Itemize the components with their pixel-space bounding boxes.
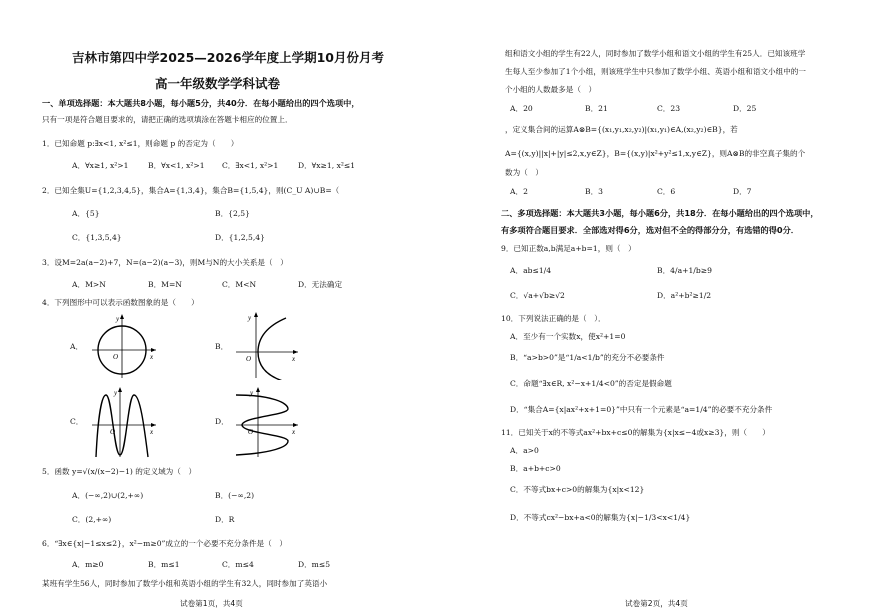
graph-b-y-label: y: [248, 314, 252, 322]
q10-option-b: B．“a>b>0”是“1/a<1/b”的充分不必要条件: [510, 353, 665, 362]
exam-page-2: [435, 0, 870, 615]
graph-c-y-label: y: [114, 389, 118, 397]
graph-a-circle: [88, 312, 160, 380]
q7-option-b: B．21: [585, 104, 608, 113]
q9-option-d: D．a²+b²≥1/2: [657, 291, 712, 300]
q4-label-c: C．: [70, 417, 84, 426]
question-7-cont-3: 个小组的人数最多是（ ）: [505, 85, 597, 94]
question-7-cont-2: 生每人至少参加了1个小组，则该班学生中只参加了数学小组、英语小组和语文小组中的一: [505, 67, 806, 76]
page-footer-1: 试卷第1页，共4页: [180, 599, 243, 608]
question-10: 10．下列说法正确的是（ ）．: [501, 314, 606, 323]
q7-option-d: D．25: [733, 104, 757, 113]
q10-option-a: A．至少有一个实数x，使x²+1=0: [510, 332, 626, 341]
q2-option-c: C．{1,3,5,4}: [72, 233, 122, 242]
q3-option-d: D．无法确定: [298, 280, 343, 289]
q9-option-b: B．4/a+1/b≥9: [657, 266, 712, 275]
page-footer-2: 试卷第2页，共4页: [625, 599, 688, 608]
question-3: 3．设M=2a(a−2)+7，N=(a−2)(a−3)，则M与N的大小关系是（ ）: [42, 258, 288, 267]
question-1: 1．已知命题 p:∃x<1, x²≤1，则命题 p 的否定为（ ）: [42, 139, 239, 148]
graph-d-x-label: x: [292, 428, 296, 436]
q8-option-d: D．7: [733, 187, 752, 196]
q11-option-c: C．不等式bx+c>0的解集为{x|x<12}: [510, 485, 645, 494]
q11-option-b: B．a+b+c>0: [510, 464, 561, 473]
question-5: 5．函数 y=√(x/(x−2)−1) 的定义域为（ ）: [42, 467, 197, 476]
graph-d-y-label: y: [250, 389, 254, 397]
q5-option-b: B．(−∞,2): [215, 491, 255, 500]
question-9: 9．已知正数a,b满足a+b=1，则（ ）: [501, 244, 636, 253]
q3-option-c: C．M<N: [222, 280, 257, 289]
q4-label-d: D．: [215, 417, 229, 426]
q5-option-d: D．R: [215, 515, 235, 524]
q11-option-a: A．a>0: [510, 446, 539, 455]
graph-b-parabola: [232, 310, 302, 380]
q4-label-b: B．: [215, 342, 229, 351]
q1-option-d: D．∀x≥1, x²≤1: [298, 161, 356, 170]
section-2-heading: 二、多项选择题：本大题共3小题，每小题6分，共18分．在每小题给出的四个选项中，: [501, 208, 819, 218]
section-1-heading: 一、单项选择题：本大题共8小题，每小题5分，共40分．在每小题给出的四个选项中，: [42, 98, 360, 108]
graph-c-wave: [88, 385, 160, 459]
section-1-instruction: 只有一项是符合题目要求的，请把正确的选项填涂在答题卡相应的位置上．: [42, 115, 293, 124]
q2-option-a: A．{5}: [72, 209, 100, 218]
q7-option-a: A．20: [510, 104, 533, 113]
question-8: ，定义集合间的运算A⊗B={(x₁,y₁,x₂,y₂)|(x₁,y₁)∈A,(x₂,y₂)∈B}，若: [505, 125, 738, 134]
q5-option-a: A．(−∞,2)∪(2,+∞): [72, 491, 144, 500]
exam-subtitle: 高一年级数学学科试卷: [155, 76, 281, 91]
question-7-cont-1: 组和语文小组的学生有22人，同时参加了数学小组和语文小组的学生有25人．已知该班学: [505, 49, 806, 58]
question-6: 6．“∃x∈{x|−1≤x≤2}，x²−m≥0”成立的一个必要不充分条件是（ ）: [42, 539, 287, 548]
q1-option-c: C．∃x<1, x²>1: [222, 161, 279, 170]
graph-a-origin-label: O: [113, 353, 119, 361]
section-2-instruction: 有多项符合题目要求．全部选对得6分，选对但不全的得部分分，有选错的得0分．: [501, 225, 799, 235]
graph-a-x-label: x: [150, 353, 154, 361]
q6-option-c: C．m≤4: [222, 560, 254, 569]
q10-option-c: C．命题“∃x∈R, x²−x+1/4<0”的否定是假命题: [510, 379, 672, 388]
graph-d-origin-label: O: [248, 428, 254, 436]
q9-option-a: A．ab≤1/4: [510, 266, 552, 275]
graph-a-y-label: y: [116, 315, 120, 323]
exam-title: 吉林市第四中学2025—2026学年度上学期10月份月考: [72, 50, 384, 65]
graph-d-sideways-wave: [232, 385, 302, 459]
q1-option-b: B．∀x<1, x²>1: [148, 161, 205, 170]
graph-b-x-label: x: [292, 355, 296, 363]
q3-option-b: B．M=N: [148, 280, 182, 289]
q2-option-b: B．{2,5}: [215, 209, 250, 218]
question-7-start: 某班有学生56人，同时参加了数学小组和英语小组的学生有32人，同时参加了英语小: [42, 579, 328, 588]
q6-option-b: B．m≤1: [148, 560, 180, 569]
q5-option-c: C．(2,+∞): [72, 515, 112, 524]
question-8-cont-1: A={(x,y)||x|+|y|≤2,x,y∈Z}，B={(x,y)|x²+y²≤1,x,y∈Z}，则A⊗B的非空真子集的个: [505, 149, 806, 158]
q11-option-d: D．不等式cx²−bx+a<0的解集为{x|−1/3<x<1/4}: [510, 513, 691, 522]
q10-option-d: D．“集合A={x|ax²+x+1=0}”中只有一个元素是“a=1/4”的必要不充分条件: [510, 405, 773, 414]
q2-option-d: D．{1,2,5,4}: [215, 233, 265, 242]
q1-option-a: A．∀x≥1, x²>1: [72, 161, 129, 170]
q7-option-c: C．23: [657, 104, 681, 113]
q4-label-a: A．: [70, 342, 84, 351]
graph-c-x-label: x: [150, 428, 154, 436]
q8-option-a: A．2: [510, 187, 528, 196]
question-4: 4．下列图形中可以表示函数图象的是（ ）: [42, 298, 199, 307]
q3-option-a: A．M>N: [72, 280, 106, 289]
q6-option-a: A．m≥0: [72, 560, 104, 569]
question-2: 2．已知全集U={1,2,3,4,5}，集合A={1,3,4}，集合B={1,5,4}，则(C_U A)∪B=（: [42, 186, 340, 195]
q8-option-c: C．6: [657, 187, 676, 196]
q6-option-d: D．m≤5: [298, 560, 331, 569]
graph-c-origin-label: O: [110, 428, 116, 436]
q9-option-c: C．√a+√b≥√2: [510, 291, 565, 300]
question-11: 11．已知关于x的不等式ax²+bx+c≤0的解集为{x|x≤−4或x≥3}，则（ ）: [501, 428, 770, 437]
graph-b-origin-label: O: [246, 355, 252, 363]
question-8-cont-2: 数为（ ）: [505, 168, 543, 177]
q8-option-b: B．3: [585, 187, 604, 196]
